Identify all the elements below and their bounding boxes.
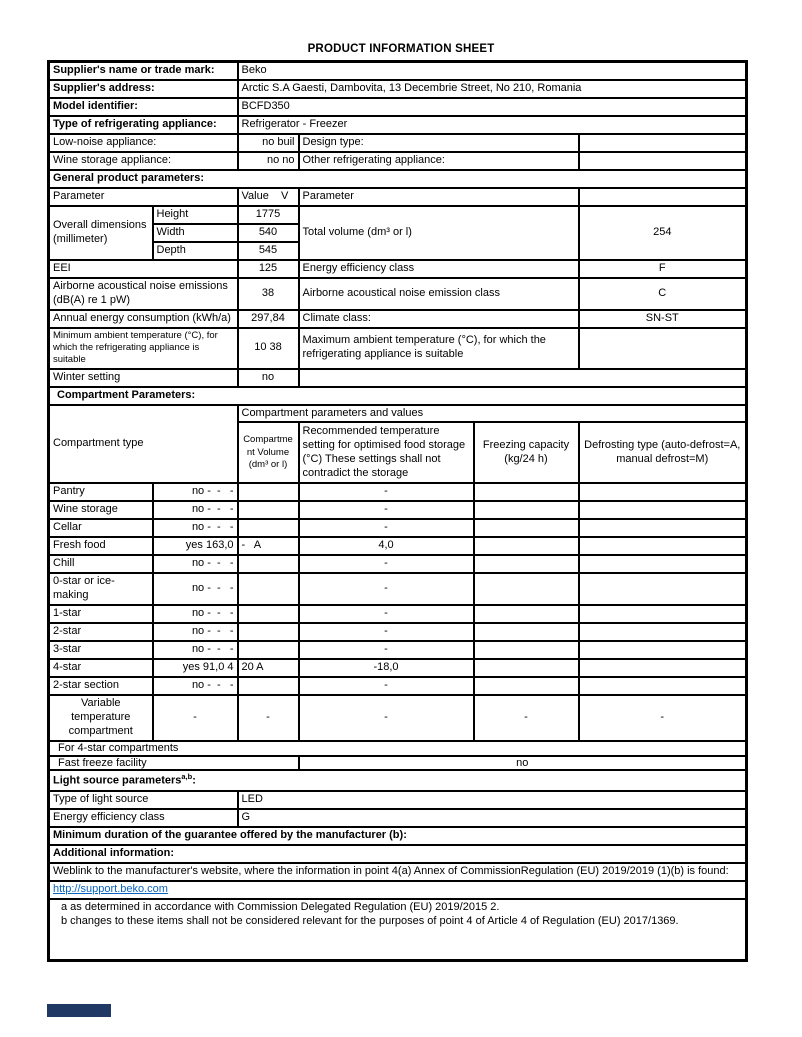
winter-setting-row: [49, 369, 747, 387]
compartment-row-0-star: [49, 573, 747, 605]
product-info-table: [47, 60, 748, 962]
compartment-volume: [238, 573, 299, 605]
compartment-temp: -: [299, 501, 474, 519]
additional-info-label: Additional information:: [49, 845, 747, 863]
compartment-name: 3-star: [49, 641, 153, 659]
bottom-left-dark-box: [47, 1004, 111, 1017]
compartment-volume: [238, 605, 299, 623]
compartment-volume: [238, 623, 299, 641]
compartment-type-header: Compartment type: [49, 405, 238, 484]
compartment-temp: -: [299, 555, 474, 573]
eei-row: [49, 260, 747, 278]
energy-consumption-label: Annual energy consumption (kWh/a): [49, 310, 238, 328]
compartment-freeze: [474, 573, 579, 605]
dim-depth-label: Depth: [153, 242, 238, 260]
winter-setting-value: no: [238, 369, 299, 387]
compartment-temp: -: [299, 641, 474, 659]
compartment-yesno: no - - -: [153, 573, 238, 605]
other-appliance-value: [579, 152, 747, 170]
col-temp-header: Recommended temperature setting for optimised food storage (°C) These settings shall not contradict the storage: [299, 422, 474, 483]
compartment-name: 0-star or ice-making: [49, 573, 153, 605]
eei-label: EEI: [49, 260, 238, 278]
compartment-yesno: yes 163,0: [153, 537, 238, 555]
weblink-url-cell: [49, 881, 747, 899]
appliance-type-label: Type of refrigerating appliance:: [49, 116, 238, 134]
compartment-freeze: [474, 537, 579, 555]
compartment-temp: -18,0: [299, 659, 474, 677]
low-noise-row: [49, 134, 747, 152]
compartment-volume: -: [238, 695, 299, 741]
low-noise-label: Low-noise appliance:: [49, 134, 238, 152]
appliance-type-value: Refrigerator - Freezer: [238, 116, 747, 134]
compartment-defrost: -: [579, 695, 747, 741]
other-appliance-label: Other refrigerating appliance:: [299, 152, 579, 170]
col-freeze-header: Freezing capacity (kg/24 h): [474, 422, 579, 483]
dimensions-group-label: Overall dimensions (millimeter): [49, 206, 153, 260]
compartment-volume: [238, 501, 299, 519]
footnotes-cell: [49, 899, 747, 961]
param-header-right: Parameter: [299, 188, 579, 206]
compartment-section-title: Compartment Parameters:: [49, 387, 747, 405]
winter-setting-label: Winter setting: [49, 369, 238, 387]
footnotes-row: [49, 899, 747, 961]
noise-row: [49, 278, 747, 310]
compartment-row-1-star: [49, 605, 747, 623]
compartment-volume: [238, 555, 299, 573]
compartment-freeze: [474, 677, 579, 695]
compartment-name: Cellar: [49, 519, 153, 537]
compartment-name: Pantry: [49, 483, 153, 501]
total-volume-value: 254: [579, 206, 747, 260]
supplier-name-value: Beko: [238, 62, 747, 80]
wine-storage-label: Wine storage appliance:: [49, 152, 238, 170]
light-section-footnote-marker: a,b: [181, 772, 193, 782]
total-volume-label: Total volume (dm³ or l): [299, 206, 579, 260]
light-type-value: LED: [238, 791, 747, 809]
compartment-freeze: [474, 555, 579, 573]
compartment-yesno: no - - -: [153, 501, 238, 519]
weblink-url-row: [49, 881, 747, 899]
supplier-name-row: [49, 62, 747, 80]
compartment-temp: -: [299, 677, 474, 695]
for-4-star-row: [49, 741, 747, 756]
noise-value: 38: [238, 278, 299, 310]
energy-consumption-row: [49, 310, 747, 328]
compartment-defrost: [579, 623, 747, 641]
compartment-yesno: -: [153, 695, 238, 741]
compartment-volume: [238, 677, 299, 695]
model-identifier-row: [49, 98, 747, 116]
compartment-row-cellar: [49, 519, 747, 537]
compartment-freeze: [474, 483, 579, 501]
compartment-yesno: no - - -: [153, 677, 238, 695]
compartment-defrost: [579, 605, 747, 623]
additional-info-row: [49, 845, 747, 863]
compartment-freeze: -: [474, 695, 579, 741]
compartment-name: Fresh food: [49, 537, 153, 555]
compartment-volume: 20 A: [238, 659, 299, 677]
compartment-volume: - A: [238, 537, 299, 555]
compartment-defrost: [579, 573, 747, 605]
compartment-defrost: [579, 659, 747, 677]
compartment-defrost: [579, 519, 747, 537]
footnote-a: a as determined in accordance with Commission Delegated Regulation (EU) 2019/2015 2.: [61, 900, 500, 913]
fast-freeze-label: Fast freeze facility: [49, 756, 299, 771]
compartment-row-variable-temp: [49, 695, 747, 741]
param-header-value2: [579, 188, 747, 206]
dim-width-value: 540: [238, 224, 299, 242]
appliance-type-row: [49, 116, 747, 134]
compartment-name: Chill: [49, 555, 153, 573]
noise-label: Airborne acoustical noise emissions (dB(A) re 1 pW): [49, 278, 238, 310]
supplier-address-value: Arctic S.A Gaesti, Dambovita, 13 Decembrie Street, No 210, Romania: [238, 80, 747, 98]
compartment-row-pantry: [49, 483, 747, 501]
compartment-defrost: [579, 537, 747, 555]
light-section-row: [49, 770, 747, 791]
energy-consumption-value: 297,84: [238, 310, 299, 328]
compartment-freeze: [474, 501, 579, 519]
dim-height-label: Height: [153, 206, 238, 224]
for-4-star-label: For 4-star compartments: [49, 741, 747, 756]
light-class-label: Energy efficiency class: [49, 809, 238, 827]
compartment-row-fresh-food: [49, 537, 747, 555]
param-header-row: [49, 188, 747, 206]
winter-setting-empty: [299, 369, 747, 387]
compartment-defrost: [579, 677, 747, 695]
wine-storage-value: no no: [238, 152, 299, 170]
compartment-temp: -: [299, 623, 474, 641]
energy-class-label: Energy efficiency class: [299, 260, 579, 278]
dim-width-label: Width: [153, 224, 238, 242]
compartment-values-header: Compartment parameters and values: [238, 405, 747, 423]
general-section-title: General product parameters:: [49, 170, 747, 188]
compartment-temp: 4,0: [299, 537, 474, 555]
compartment-temp: -: [299, 519, 474, 537]
wine-storage-appliance-row: [49, 152, 747, 170]
compartment-name: 4-star: [49, 659, 153, 677]
design-type-value: [579, 134, 747, 152]
compartment-defrost: [579, 555, 747, 573]
light-type-label: Type of light source: [49, 791, 238, 809]
design-type-label: Design type:: [299, 134, 579, 152]
param-header-left: Parameter: [49, 188, 238, 206]
compartment-yesno: yes 91,0 4: [153, 659, 238, 677]
compartment-row-3-star: [49, 641, 747, 659]
weblink-text-row: [49, 863, 747, 881]
compartment-temp: -: [299, 573, 474, 605]
compartment-name: Wine storage: [49, 501, 153, 519]
fast-freeze-value: no: [299, 756, 747, 771]
compartment-yesno: no - - -: [153, 519, 238, 537]
supplier-name-label: Supplier's name or trade mark:: [49, 62, 238, 80]
compartment-row-chill: [49, 555, 747, 573]
compartment-freeze: [474, 659, 579, 677]
light-type-row: [49, 791, 747, 809]
support-link[interactable]: http://support.beko.com: [53, 882, 168, 895]
compartment-row-2-star: [49, 623, 747, 641]
fast-freeze-row: [49, 756, 747, 771]
light-section-text: Light source parameters: [53, 774, 182, 787]
param-header-value: Value V: [238, 188, 299, 206]
max-ambient-label: Maximum ambient temperature (°C), for which the refrigerating appliance is suitable: [299, 328, 579, 369]
supplier-address-label: Supplier's address:: [49, 80, 238, 98]
compartment-freeze: [474, 605, 579, 623]
max-ambient-value: [579, 328, 747, 369]
page-title: PRODUCT INFORMATION SHEET: [307, 43, 495, 55]
compartment-name: 2-star section: [49, 677, 153, 695]
compartment-temp: -: [299, 483, 474, 501]
compartment-name: 2-star: [49, 623, 153, 641]
light-section-title: [49, 770, 747, 791]
dimension-height-row: [49, 206, 747, 224]
light-class-value: G: [238, 809, 747, 827]
compartment-freeze: [474, 519, 579, 537]
col-defrost-header: Defrosting type (auto-defrost=A, manual defrost=M): [579, 422, 747, 483]
climate-class-label: Climate class:: [299, 310, 579, 328]
footnote-b: b changes to these items shall not be considered relevant for the purposes of point 4 of Article 4 of Regulation (EU) 2017/1369.: [61, 914, 679, 927]
compartment-defrost: [579, 483, 747, 501]
compartment-temp: -: [299, 695, 474, 741]
compartment-yesno: no - - -: [153, 555, 238, 573]
compartment-volume: [238, 483, 299, 501]
climate-class-value: SN-ST: [579, 310, 747, 328]
model-identifier-label: Model identifier:: [49, 98, 238, 116]
compartment-volume: [238, 641, 299, 659]
compartment-defrost: [579, 501, 747, 519]
guarantee-label: Minimum duration of the guarantee offered by the manufacturer (b):: [49, 827, 747, 845]
supplier-address-row: [49, 80, 747, 98]
ambient-temp-row: [49, 328, 747, 369]
noise-class-label: Airborne acoustical noise emission class: [299, 278, 579, 310]
energy-class-value: F: [579, 260, 747, 278]
compartment-row-4-star: [49, 659, 747, 677]
min-ambient-label: Minimum ambient temperature (°C), for which the refrigerating appliance is suitable: [49, 328, 238, 369]
dim-height-value: 1775: [238, 206, 299, 224]
compartment-yesno: no - - -: [153, 623, 238, 641]
general-section-row: [49, 170, 747, 188]
light-class-row: [49, 809, 747, 827]
compartment-temp: -: [299, 605, 474, 623]
compartment-name: 1-star: [49, 605, 153, 623]
compartment-defrost: [579, 641, 747, 659]
noise-class-value: C: [579, 278, 747, 310]
compartment-freeze: [474, 623, 579, 641]
low-noise-value: no buil: [238, 134, 299, 152]
min-ambient-value: 10 38: [238, 328, 299, 369]
eei-value: 125: [238, 260, 299, 278]
compartment-yesno: no - - -: [153, 605, 238, 623]
model-identifier-value: BCFD350: [238, 98, 747, 116]
compartment-header-row: [49, 405, 747, 423]
compartment-freeze: [474, 641, 579, 659]
compartment-row-2-star-section: [49, 677, 747, 695]
weblink-text: Weblink to the manufacturer's website, where the information in point 4(a) Annex of CommissionRegulation (EU) 2019/2019 (1)(b) is found:: [49, 863, 747, 881]
compartment-section-row: [49, 387, 747, 405]
dim-depth-value: 545: [238, 242, 299, 260]
compartment-yesno: no - - -: [153, 483, 238, 501]
compartment-yesno: no - - -: [153, 641, 238, 659]
guarantee-row: [49, 827, 747, 845]
compartment-name: Variable temperature compartment: [49, 695, 153, 741]
col-volume-header: Compartment Volume (dm³ or l): [238, 422, 299, 483]
light-section-colon: :: [192, 774, 196, 787]
compartment-row-wine-storage: [49, 501, 747, 519]
compartment-volume: [238, 519, 299, 537]
